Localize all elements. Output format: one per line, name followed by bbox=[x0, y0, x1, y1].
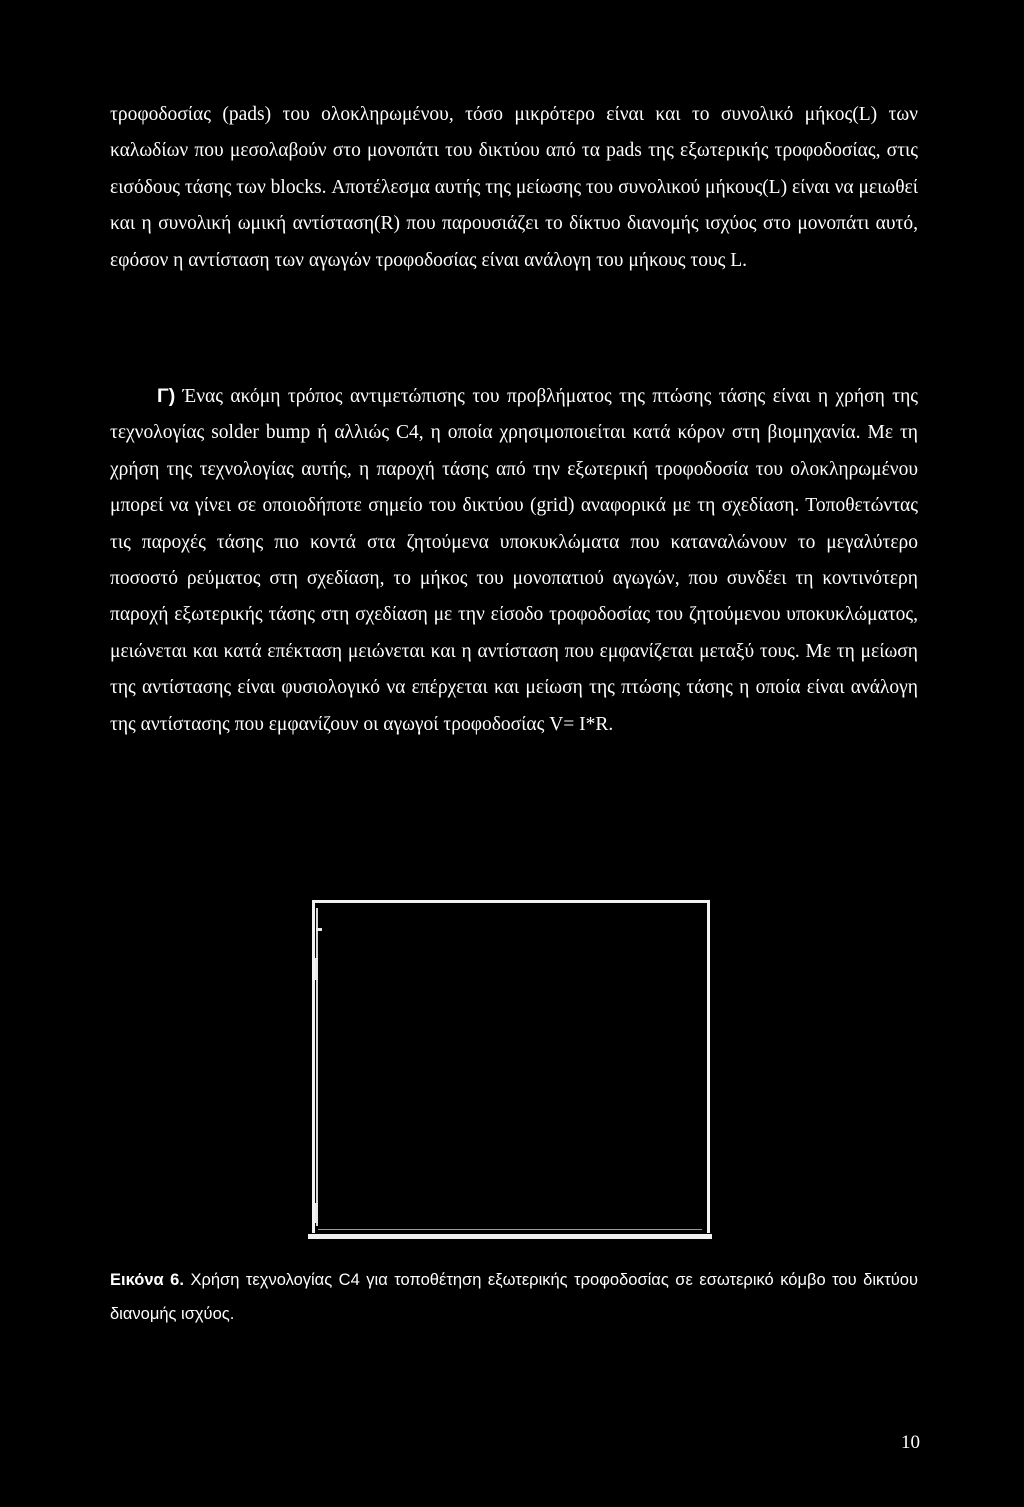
figure-c4-image bbox=[308, 898, 712, 1246]
figure-mark bbox=[315, 1203, 318, 1223]
section-label: Γ) bbox=[157, 385, 176, 407]
caption-text: Χρήση τεχνολογίας C4 για τοποθέτηση εξωτερικής τροφοδοσίας σε εσωτερικό κόμβο του δικτύου διανομής ισχύος. bbox=[110, 1271, 918, 1323]
figure-base-bar bbox=[308, 1234, 712, 1239]
figure-base-line bbox=[318, 1229, 702, 1230]
caption-label: Εικόνα 6. bbox=[110, 1271, 184, 1289]
figure-mark bbox=[316, 928, 322, 931]
figure-mark bbox=[315, 958, 318, 980]
figure-caption bbox=[110, 1263, 918, 1331]
page-number: 10 bbox=[901, 1432, 920, 1453]
body-paragraph-2 bbox=[110, 378, 918, 743]
body-paragraph-2-text: Ένας ακόμη τρόπος αντιμετώπισης του προβλήματος της πτώσης τάσης είναι η χρήση της τεχνολογίας solder bump ή αλλιώς C4, η οποία χρησιμοποιείται κατά κόρον στη βιομηχανία. Με τη χρήση της τεχνολογίας αυτής, η παροχή τάσης από την εξωτερική τροφοδοσία του ολοκληρωμένου μπορεί να γίνει σε οποιοδήποτε σημείο του δικτύου (grid) αναφορικά με τη σχεδίαση. Τοποθετώντας τις παροχές τάσης πιο κοντά στα ζητούμενα υποκυκλώματα που καταναλώνουν το μεγαλύτερο ποσοστό ρεύματος στη σχεδίαση, το μήκος του μονοπατιού αγωγών, που συνδέει τη κοντινότερη παροχή εξωτερικής τάσης στη σχεδίαση με την είσοδο τροφοδοσίας του ζητούμενου υποκυκλώματος, μειώνεται και κατά επέκταση μειώνεται και η αντίσταση που εμφανίζεται μεταξύ τους. Με τη μείωση της αντίστασης είναι φυσιολογικό να επέρχεται και μείωση της πτώσης τάσης η οποία είναι ανάλογη της αντίστασης που εμφανίζουν οι αγωγοί τροφοδοσίας V= I*R. bbox=[110, 386, 918, 735]
figure-inner-border bbox=[316, 908, 702, 1226]
body-paragraph-1: τροφοδοσίας (pads) του ολοκληρωμένου, τόσο μικρότερο είναι και το συνολικό μήκος(L) των καλωδίων που μεσολαβούν στο μονοπάτι του δικτύου από τα pads της εξωτερικής τροφοδοσίας, στις εισόδους τάσης των blocks. Αποτέλεσμα αυτής της μείωσης του συνολικού μήκους(L) είναι να μειωθεί και η συνολική ωμική αντίσταση(R) που παρουσιάζει το δίκτυο διανομής ισχύος στο μονοπάτι αυτό, εφόσον η αντίσταση των αγωγών τροφοδοσίας είναι ανάλογη του μήκους τους L. bbox=[110, 104, 918, 271]
